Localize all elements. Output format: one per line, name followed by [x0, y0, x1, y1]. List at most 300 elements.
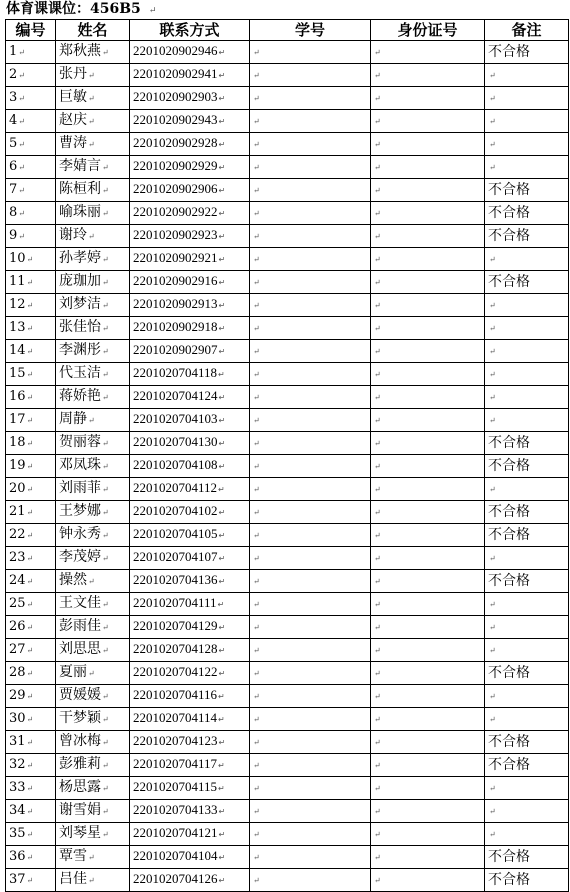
- cell-number: [6, 570, 56, 593]
- paragraph-mark-icon: ↵: [253, 255, 260, 264]
- paragraph-mark-icon: ↵: [374, 853, 381, 862]
- title-text: 体育课课位：456B5: [6, 1, 141, 17]
- table-row: [6, 87, 569, 110]
- paragraph-mark-icon: ↵: [374, 324, 381, 333]
- cell-number-text: 35: [9, 825, 26, 841]
- cell-name-text: 贺丽蓉: [59, 434, 101, 450]
- paragraph-mark-icon: ↵: [18, 231, 25, 241]
- cell-name-text: 夏丽: [59, 664, 87, 680]
- cell-name: [56, 478, 130, 501]
- paragraph-mark-icon: ↵: [218, 508, 226, 517]
- cell-contact-text: 2201020902928: [133, 135, 218, 150]
- paragraph-mark-icon: ↵: [26, 829, 34, 839]
- cell-remarks-text: 不合格: [488, 182, 530, 198]
- cell-student-id: [250, 271, 371, 294]
- paragraph-mark-icon: ↵: [253, 531, 260, 540]
- table-row: [6, 179, 569, 202]
- cell-id-card: [371, 685, 485, 708]
- paragraph-mark-icon: ↵: [102, 48, 109, 57]
- paragraph-mark-icon: ↵: [102, 554, 109, 563]
- cell-name-text: 钟永秀: [59, 526, 101, 542]
- cell-name: [56, 800, 130, 823]
- cell-student-id: [250, 616, 371, 639]
- paragraph-mark-icon: ↵: [374, 508, 381, 517]
- paragraph-mark-icon: ↵: [18, 208, 25, 218]
- cell-contact-text: 2201020902923: [133, 227, 218, 242]
- paragraph-mark-icon: ↵: [26, 668, 34, 678]
- paragraph-mark-icon: ↵: [217, 600, 225, 609]
- paragraph-mark-icon: ↵: [218, 738, 226, 747]
- paragraph-mark-icon: ↵: [218, 186, 226, 195]
- cell-id-card: [371, 754, 485, 777]
- cell-id-card: [371, 846, 485, 869]
- cell-student-id: [250, 846, 371, 869]
- cell-remarks: [485, 432, 569, 455]
- cell-id-card: [371, 547, 485, 570]
- table-row: [6, 133, 569, 156]
- cell-contact: [130, 455, 250, 478]
- cell-contact: [130, 271, 250, 294]
- cell-name-text: 彭雅莉: [59, 756, 101, 772]
- cell-name: [56, 87, 130, 110]
- cell-student-id: [250, 501, 371, 524]
- paragraph-mark-icon: ↵: [102, 738, 109, 747]
- cell-number-text: 19: [9, 457, 26, 473]
- paragraph-mark-icon: ↵: [26, 599, 34, 609]
- cell-remarks: [485, 248, 569, 271]
- table-row: [6, 662, 569, 685]
- cell-name: [56, 570, 130, 593]
- cell-id-card: [371, 731, 485, 754]
- cell-student-id: [250, 248, 371, 271]
- cell-student-id: [250, 547, 371, 570]
- cell-remarks: [485, 570, 569, 593]
- paragraph-mark-icon: ↵: [102, 531, 109, 540]
- cell-number: [6, 409, 56, 432]
- paragraph-mark-icon: ↵: [489, 71, 496, 80]
- cell-remarks-text: 不合格: [488, 872, 530, 888]
- cell-contact: [130, 248, 250, 271]
- paragraph-mark-icon: ↵: [374, 140, 381, 149]
- paragraph-mark-icon: ↵: [26, 415, 34, 425]
- paragraph-mark-icon: ↵: [88, 140, 95, 149]
- paragraph-mark-icon: ↵: [374, 830, 381, 839]
- table-row: [6, 524, 569, 547]
- paragraph-mark-icon: ↵: [374, 485, 381, 494]
- cell-remarks: [485, 409, 569, 432]
- cell-name-text: 贾媛媛: [59, 687, 101, 703]
- cell-student-id: [250, 524, 371, 547]
- cell-name: [56, 639, 130, 662]
- cell-remarks: [485, 616, 569, 639]
- cell-contact-text: 2201020902903: [133, 89, 218, 104]
- cell-remarks: [485, 87, 569, 110]
- paragraph-mark-icon: ↵: [489, 784, 496, 793]
- cell-number-text: 36: [9, 848, 26, 864]
- paragraph-mark-icon: ↵: [374, 301, 381, 310]
- cell-number-text: 12: [9, 296, 26, 312]
- paragraph-mark-icon: ↵: [26, 875, 34, 885]
- student-roster-table: [5, 19, 569, 892]
- cell-id-card: [371, 570, 485, 593]
- cell-remarks: [485, 800, 569, 823]
- table-row: [6, 593, 569, 616]
- paragraph-mark-icon: ↵: [374, 347, 381, 356]
- paragraph-mark-icon: ↵: [102, 439, 109, 448]
- cell-remarks: [485, 386, 569, 409]
- paragraph-mark-icon: ↵: [218, 554, 226, 563]
- cell-student-id: [250, 87, 371, 110]
- cell-number: [6, 639, 56, 662]
- paragraph-mark-icon: ↵: [18, 162, 25, 172]
- cell-name-text: 蒋娇艳: [59, 388, 101, 404]
- cell-name: [56, 731, 130, 754]
- cell-number-text: 4: [9, 112, 18, 128]
- cell-number-text: 30: [9, 710, 26, 726]
- cell-number: [6, 800, 56, 823]
- cell-remarks: [485, 64, 569, 87]
- paragraph-mark-icon: ↵: [253, 439, 260, 448]
- cell-contact-text: 2201020704133: [133, 802, 218, 817]
- cell-name: [56, 64, 130, 87]
- cell-remarks: [485, 708, 569, 731]
- cell-contact: [130, 731, 250, 754]
- cell-contact: [130, 708, 250, 731]
- table-row: [6, 501, 569, 524]
- cell-contact: [130, 639, 250, 662]
- cell-contact-text: 2201020902907: [133, 342, 218, 357]
- table-row: [6, 248, 569, 271]
- cell-number-text: 24: [9, 572, 26, 588]
- cell-contact-text: 2201020704105: [133, 526, 218, 541]
- paragraph-mark-icon: ↵: [218, 140, 226, 149]
- cell-id-card: [371, 524, 485, 547]
- cell-remarks-text: 不合格: [488, 458, 530, 474]
- paragraph-mark-icon: ↵: [489, 393, 496, 402]
- paragraph-mark-icon: ↵: [489, 830, 496, 839]
- paragraph-mark-icon: ↵: [102, 278, 109, 287]
- paragraph-mark-icon: ↵: [18, 185, 25, 195]
- table-row: [6, 547, 569, 570]
- cell-name: [56, 846, 130, 869]
- paragraph-mark-icon: ↵: [489, 416, 496, 425]
- paragraph-mark-icon: ↵: [253, 784, 260, 793]
- cell-contact-text: 2201020704108: [133, 457, 218, 472]
- paragraph-mark-icon: ↵: [253, 554, 260, 563]
- paragraph-mark-icon: ↵: [253, 94, 260, 103]
- cell-student-id: [250, 156, 371, 179]
- cell-id-card: [371, 386, 485, 409]
- cell-contact: [130, 432, 250, 455]
- cell-id-card: [371, 662, 485, 685]
- cell-number-text: 14: [9, 342, 26, 358]
- paragraph-mark-icon: ↵: [374, 692, 381, 701]
- cell-number: [6, 455, 56, 478]
- paragraph-mark-icon: ↵: [218, 439, 226, 448]
- paragraph-mark-icon: ↵: [218, 462, 226, 471]
- paragraph-mark-icon: ↵: [374, 163, 381, 172]
- paragraph-mark-icon: ↵: [489, 807, 496, 816]
- paragraph-mark-icon: ↵: [489, 255, 496, 264]
- cell-number: [6, 110, 56, 133]
- cell-number: [6, 708, 56, 731]
- paragraph-mark-icon: ↵: [253, 853, 260, 862]
- paragraph-mark-icon: ↵: [88, 853, 95, 862]
- cell-remarks: [485, 777, 569, 800]
- cell-name: [56, 156, 130, 179]
- cell-name-text: 邓凤珠: [59, 457, 101, 473]
- header-name: 姓名: [56, 20, 130, 41]
- paragraph-mark-icon: ↵: [102, 600, 109, 609]
- paragraph-mark-icon: ↵: [218, 416, 226, 425]
- cell-student-id: [250, 202, 371, 225]
- cell-contact: [130, 133, 250, 156]
- cell-id-card: [371, 777, 485, 800]
- paragraph-mark-icon: ↵: [102, 324, 109, 333]
- table-body: [6, 41, 569, 892]
- cell-remarks: [485, 639, 569, 662]
- cell-name-text: 巨敏: [59, 89, 87, 105]
- table-row: [6, 294, 569, 317]
- paragraph-mark-icon: ↵: [489, 600, 496, 609]
- cell-remarks: [485, 478, 569, 501]
- paragraph-mark-icon: ↵: [374, 439, 381, 448]
- paragraph-mark-icon: ↵: [253, 807, 260, 816]
- cell-contact: [130, 409, 250, 432]
- cell-contact: [130, 570, 250, 593]
- cell-name-text: 孙孝婷: [59, 250, 101, 266]
- paragraph-mark-icon: ↵: [489, 140, 496, 149]
- table-row: [6, 708, 569, 731]
- paragraph-mark-icon: ↵: [218, 876, 226, 885]
- paragraph-mark-icon: ↵: [253, 117, 260, 126]
- cell-remarks: [485, 317, 569, 340]
- cell-name-text: 刘梦洁: [59, 296, 101, 312]
- cell-remarks: [485, 685, 569, 708]
- cell-id-card: [371, 869, 485, 892]
- cell-remarks: [485, 271, 569, 294]
- cell-number-text: 21: [9, 503, 26, 519]
- paragraph-mark-icon: ↵: [253, 600, 260, 609]
- paragraph-mark-icon: ↵: [102, 186, 109, 195]
- cell-student-id: [250, 800, 371, 823]
- paragraph-mark-icon: ↵: [374, 646, 381, 655]
- cell-number: [6, 685, 56, 708]
- cell-student-id: [250, 317, 371, 340]
- paragraph-mark-icon: ↵: [102, 255, 109, 264]
- cell-number: [6, 156, 56, 179]
- header-student-id: 学号: [250, 20, 371, 41]
- cell-number-text: 28: [9, 664, 26, 680]
- paragraph-mark-icon: ↵: [253, 186, 260, 195]
- cell-number: [6, 317, 56, 340]
- paragraph-mark-icon: ↵: [102, 761, 109, 770]
- cell-number: [6, 179, 56, 202]
- paragraph-mark-icon: ↵: [26, 645, 34, 655]
- paragraph-mark-icon: ↵: [489, 485, 496, 494]
- paragraph-mark-icon: ↵: [489, 301, 496, 310]
- cell-remarks: [485, 731, 569, 754]
- cell-name-text: 郑秋燕: [59, 43, 101, 59]
- paragraph-mark-icon: ↵: [218, 232, 226, 241]
- cell-number: [6, 363, 56, 386]
- paragraph-mark-icon: ↵: [374, 255, 381, 264]
- paragraph-mark-icon: ↵: [218, 48, 226, 57]
- paragraph-mark-icon: ↵: [374, 186, 381, 195]
- paragraph-mark-icon: ↵: [26, 254, 34, 264]
- cell-name: [56, 616, 130, 639]
- cell-name-text: 王梦娜: [59, 503, 101, 519]
- paragraph-mark-icon: ↵: [253, 738, 260, 747]
- cell-number-text: 16: [9, 388, 26, 404]
- paragraph-mark-icon: ↵: [374, 577, 381, 586]
- cell-number: [6, 202, 56, 225]
- cell-student-id: [250, 41, 371, 64]
- cell-number: [6, 731, 56, 754]
- paragraph-mark-icon: ↵: [218, 301, 226, 310]
- cell-contact-text: 2201020704126: [133, 871, 218, 886]
- cell-contact: [130, 87, 250, 110]
- cell-remarks-text: 不合格: [488, 504, 530, 520]
- cell-contact-text: 2201020704104: [133, 848, 218, 863]
- table-row: [6, 455, 569, 478]
- table-row: [6, 271, 569, 294]
- cell-id-card: [371, 64, 485, 87]
- paragraph-mark-icon: ↵: [489, 715, 496, 724]
- table-header-row: [6, 20, 569, 41]
- cell-student-id: [250, 823, 371, 846]
- header-id-card: 身份证号: [371, 20, 485, 41]
- paragraph-mark-icon: ↵: [88, 71, 95, 80]
- cell-remarks-text: 不合格: [488, 274, 530, 290]
- cell-contact: [130, 800, 250, 823]
- cell-contact: [130, 547, 250, 570]
- cell-contact: [130, 662, 250, 685]
- cell-contact: [130, 823, 250, 846]
- cell-id-card: [371, 133, 485, 156]
- cell-name-text: 王文佳: [59, 595, 101, 611]
- paragraph-mark-icon: ↵: [374, 738, 381, 747]
- paragraph-mark-icon: ↵: [253, 485, 260, 494]
- cell-number: [6, 616, 56, 639]
- paragraph-mark-icon: ↵: [102, 715, 109, 724]
- cell-name-text: 覃雪: [59, 848, 87, 864]
- cell-student-id: [250, 386, 371, 409]
- paragraph-mark-icon: ↵: [489, 623, 496, 632]
- cell-id-card: [371, 41, 485, 64]
- cell-number: [6, 501, 56, 524]
- cell-name-text: 张佳怡: [59, 319, 101, 335]
- cell-name-text: 吕佳: [59, 871, 87, 887]
- paragraph-mark-icon: ↵: [102, 393, 109, 402]
- cell-number: [6, 294, 56, 317]
- cell-student-id: [250, 179, 371, 202]
- cell-contact-text: 2201020704103: [133, 411, 218, 426]
- cell-contact: [130, 501, 250, 524]
- paragraph-mark-icon: ↵: [489, 117, 496, 126]
- paragraph-mark-icon: ↵: [26, 323, 34, 333]
- table-row: [6, 685, 569, 708]
- paragraph-mark-icon: ↵: [88, 669, 95, 678]
- cell-remarks-text: 不合格: [488, 734, 530, 750]
- paragraph-mark-icon: ↵: [489, 94, 496, 103]
- paragraph-mark-icon: ↵: [102, 485, 109, 494]
- paragraph-mark-icon: ↵: [26, 737, 34, 747]
- cell-number: [6, 271, 56, 294]
- cell-number: [6, 340, 56, 363]
- cell-name: [56, 41, 130, 64]
- cell-name: [56, 202, 130, 225]
- paragraph-mark-icon: ↵: [218, 853, 226, 862]
- cell-student-id: [250, 110, 371, 133]
- paragraph-mark-icon: ↵: [374, 232, 381, 241]
- cell-name: [56, 685, 130, 708]
- cell-name: [56, 823, 130, 846]
- paragraph-mark-icon: ↵: [26, 852, 34, 862]
- paragraph-mark-icon: ↵: [218, 761, 225, 770]
- paragraph-mark-icon: ↵: [26, 507, 34, 517]
- cell-contact-text: 2201020704128: [133, 641, 218, 656]
- cell-name: [56, 271, 130, 294]
- cell-remarks: [485, 294, 569, 317]
- cell-id-card: [371, 409, 485, 432]
- cell-contact: [130, 64, 250, 87]
- cell-number-text: 26: [9, 618, 26, 634]
- cell-number-text: 10: [9, 250, 26, 266]
- paragraph-mark-icon: ↵: [102, 623, 109, 632]
- cell-id-card: [371, 616, 485, 639]
- cell-contact: [130, 777, 250, 800]
- cell-student-id: [250, 64, 371, 87]
- cell-name: [56, 133, 130, 156]
- cell-name: [56, 547, 130, 570]
- paragraph-mark-icon: ↵: [253, 71, 260, 80]
- cell-contact-text: 2201020704116: [133, 687, 218, 702]
- cell-number-text: 23: [9, 549, 26, 565]
- cell-remarks: [485, 179, 569, 202]
- cell-contact: [130, 202, 250, 225]
- paragraph-mark-icon: ↵: [218, 715, 225, 724]
- paragraph-mark-icon: ↵: [253, 301, 260, 310]
- cell-contact-text: 2201020704114: [133, 710, 218, 725]
- paragraph-mark-icon: ↵: [374, 416, 381, 425]
- cell-name-text: 杨思露: [59, 779, 101, 795]
- cell-number-text: 33: [9, 779, 26, 795]
- paragraph-mark-icon: ↵: [374, 600, 381, 609]
- paragraph-mark-icon: ↵: [253, 163, 260, 172]
- header-number: 编号: [6, 20, 56, 41]
- paragraph-mark-icon: ↵: [374, 462, 381, 471]
- table-row: [6, 478, 569, 501]
- paragraph-mark-icon: ↵: [26, 783, 34, 793]
- cell-contact-text: 2201020704121: [133, 825, 218, 840]
- cell-contact-text: 2201020704102: [133, 503, 218, 518]
- cell-contact: [130, 363, 250, 386]
- cell-number: [6, 754, 56, 777]
- cell-contact: [130, 294, 250, 317]
- paragraph-mark-icon: ↵: [88, 416, 95, 425]
- cell-name: [56, 317, 130, 340]
- cell-contact-text: 2201020704122: [133, 664, 218, 679]
- cell-name-text: 谢雪娟: [59, 802, 101, 818]
- cell-number-text: 1: [9, 43, 18, 59]
- cell-number: [6, 41, 56, 64]
- cell-name: [56, 432, 130, 455]
- paragraph-mark-icon: ↵: [18, 70, 25, 80]
- cell-number: [6, 432, 56, 455]
- cell-student-id: [250, 455, 371, 478]
- cell-name-text: 干梦颖: [59, 710, 101, 726]
